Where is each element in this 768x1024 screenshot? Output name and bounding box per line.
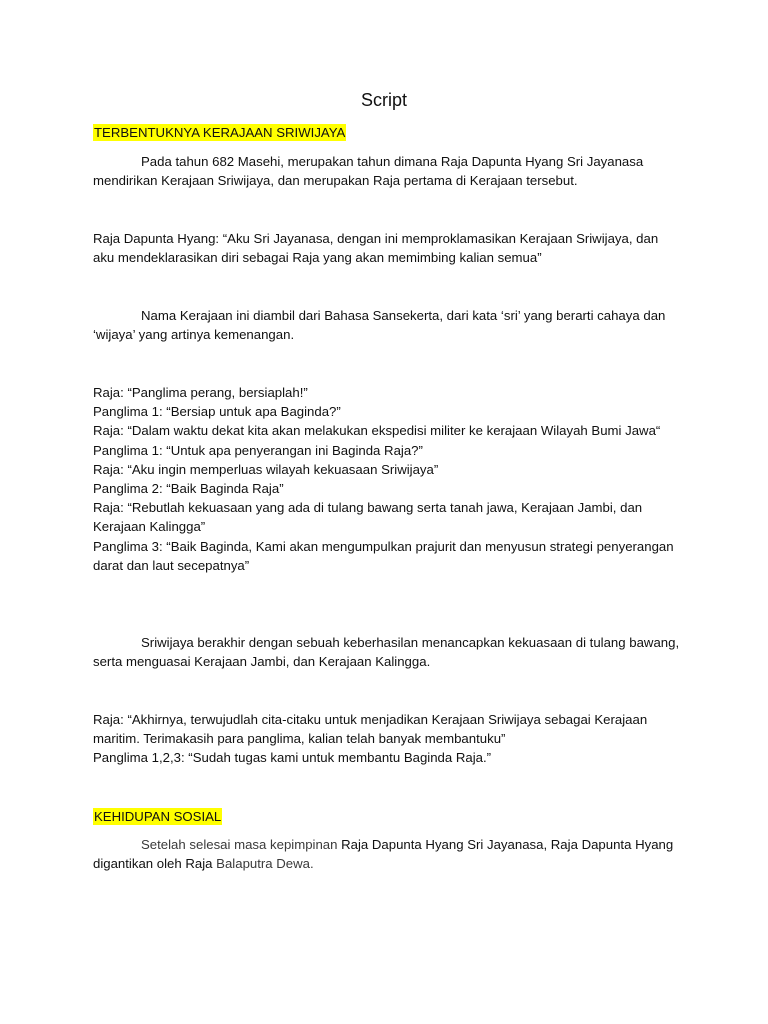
dialogue-line: Panglima 1: “Untuk apa penyerangan ini Baginda Raja?” (93, 442, 423, 458)
paragraph-succession (93, 835, 683, 873)
dialogue-line: Panglima 2: “Baik Baginda Raja” (93, 481, 284, 497)
text-span: Raja Dapunta Hyang Sri Jayanasa, Raja Dapunta Hyang digantikan oleh Raja (93, 837, 674, 872)
paragraph-conquest (93, 633, 683, 671)
paragraph-text (93, 835, 683, 873)
paragraph-text: Nama Kerajaan ini diambil dari Bahasa Sansekerta, dari kata ‘sri’ yang berarti cahaya dan ‘wijaya’ yang artinya kemenangan. (93, 308, 666, 343)
paragraph-name-origin (93, 306, 683, 344)
dialogue-line: Raja: “Rebutlah kekuasaan yang ada di tulang bawang serta tanah jawa, Kerajaan Jambi, dan Kerajaan Kalingga” (93, 500, 643, 535)
page-title: Script (360, 90, 407, 110)
dialogue-line: Panglima 1,2,3: “Sudah tugas kami untuk membantu Baginda Raja.” (93, 750, 492, 766)
paragraph-founding (93, 152, 683, 190)
paragraph-text: Pada tahun 682 Masehi, merupakan tahun dimana Raja Dapunta Hyang Sri Jayanasa mendirikan Kerajaan Sriwijaya, dan merupakan Raja pertama di Kerajaan tersebut. (93, 154, 644, 189)
dialogue-line: Panglima 1: “Bersiap untuk apa Baginda?” (93, 404, 341, 420)
dialogue-line: Raja Dapunta Hyang: “Aku Sri Jayanasa, dengan ini memproklamasikan Kerajaan Sriwijaya, dan aku mendeklarasikan diri sebagai Raja yang akan memimbing kalian semua” (93, 231, 659, 266)
paragraph-text: Sriwijaya berakhir dengan sebuah keberhasilan menancapkan kekuasaan di tulang bawang, serta menguasai Kerajaan Jambi, dan Kerajaan Kalingga. (93, 635, 680, 670)
dialogue-block-1 (93, 383, 683, 575)
text-span: Balaputra Dewa. (216, 856, 314, 872)
dialogue-line: Raja: “Dalam waktu dekat kita akan melakukan ekspedisi militer ke kerajaan Wilayah Bumi Jawa“ (93, 423, 661, 439)
dialogue-line: Raja: “Aku ingin memperluas wilayah kekuasaan Sriwijaya” (93, 461, 439, 477)
dialogue-line: Raja: “Panglima perang, bersiaplah!” (93, 385, 308, 400)
section-heading-kehidupan-sosial: KEHIDUPAN SOSIAL (94, 809, 222, 824)
paragraph-proclamation (93, 229, 683, 267)
dialogue-line: Raja: “Akhirnya, terwujudlah cita-citaku untuk menjadikan Kerajaan Sriwijaya sebagai Kerajaan maritim. Terimakasih para panglima, kalian telah banyak membantuku” (93, 712, 648, 747)
text-span: Setelah selesai masa kepimpinan (141, 837, 342, 852)
dialogue-line: Panglima 3: “Baik Baginda, Kami akan mengumpulkan prajurit dan menyusun strategi penyerangan darat dan laut secepatnya” (93, 538, 674, 573)
dialogue-block-2 (93, 710, 683, 768)
section-heading-terbentuknya: TERBENTUKNYA KERAJAAN SRIWIJAYA (94, 125, 346, 140)
